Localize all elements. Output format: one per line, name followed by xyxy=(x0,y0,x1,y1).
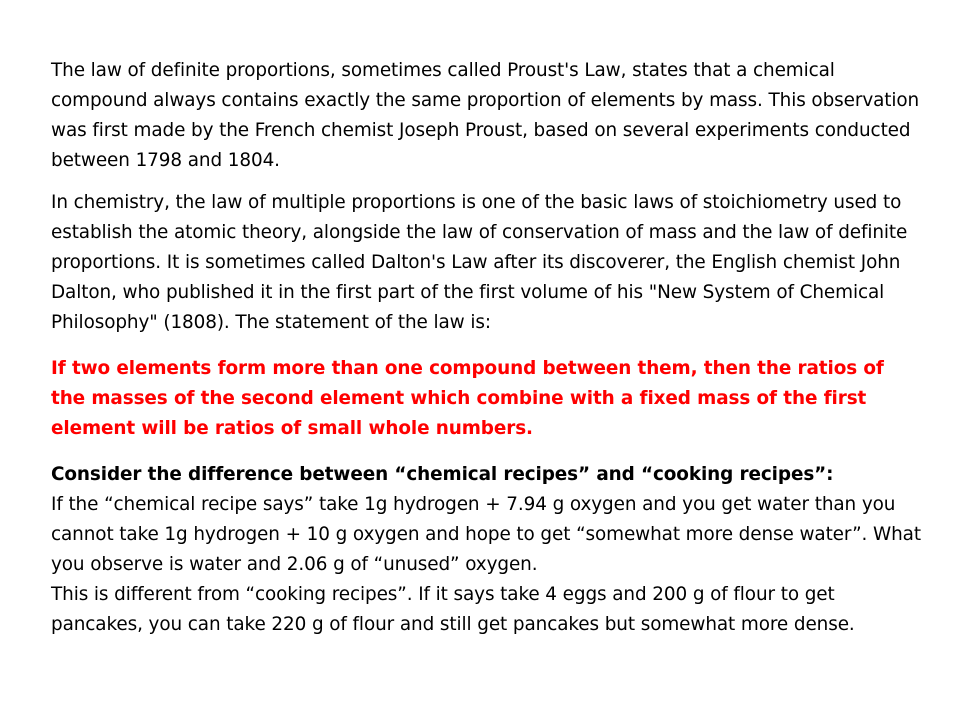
proust-law-paragraph: The law of definite proportions, sometimes called Proust's Law, states that a chemical compound always contains exactly the same proportion of elements by mass. This observation was first made by the French chemist Joseph Proust, based on several experiments conducted between 1798 and 1804. xyxy=(51,60,920,171)
cooking-recipe-paragraph: This is different from “cooking recipes”. If it says take 4 eggs and 200 g of flour to get pancakes, you can take 220 g of flour and still get pancakes but somewhat more dense. xyxy=(51,584,855,635)
law-statement: If two elements form more than one compound between them, then the ratios of the masses of the second element which combine with a fixed mass of the first element will be ratios of small whole numbers. xyxy=(51,358,884,439)
chemical-recipe-paragraph: If the “chemical recipe says” take 1g hydrogen + 7.94 g oxygen and you get water than you cannot take 1g hydrogen + 10 g oxygen and hope to get “somewhat more dense water”. What you observe is water and 2.06 g of “unused” oxygen. xyxy=(51,494,921,575)
dalton-law-paragraph: In chemistry, the law of multiple proportions is one of the basic laws of stoichiometry used to establish the atomic theory, alongside the law of conservation of mass and the law of definite proportions. It is sometimes called Dalton's Law after its discoverer, the English chemist John Dalton, who published it in the first part of the first volume of his "New System of Chemical Philosophy" (1808). The statement of the law is: xyxy=(51,192,908,333)
consider-heading: Consider the difference between “chemical recipes” and “cooking recipes”: xyxy=(51,464,834,485)
slide-content xyxy=(51,56,921,640)
